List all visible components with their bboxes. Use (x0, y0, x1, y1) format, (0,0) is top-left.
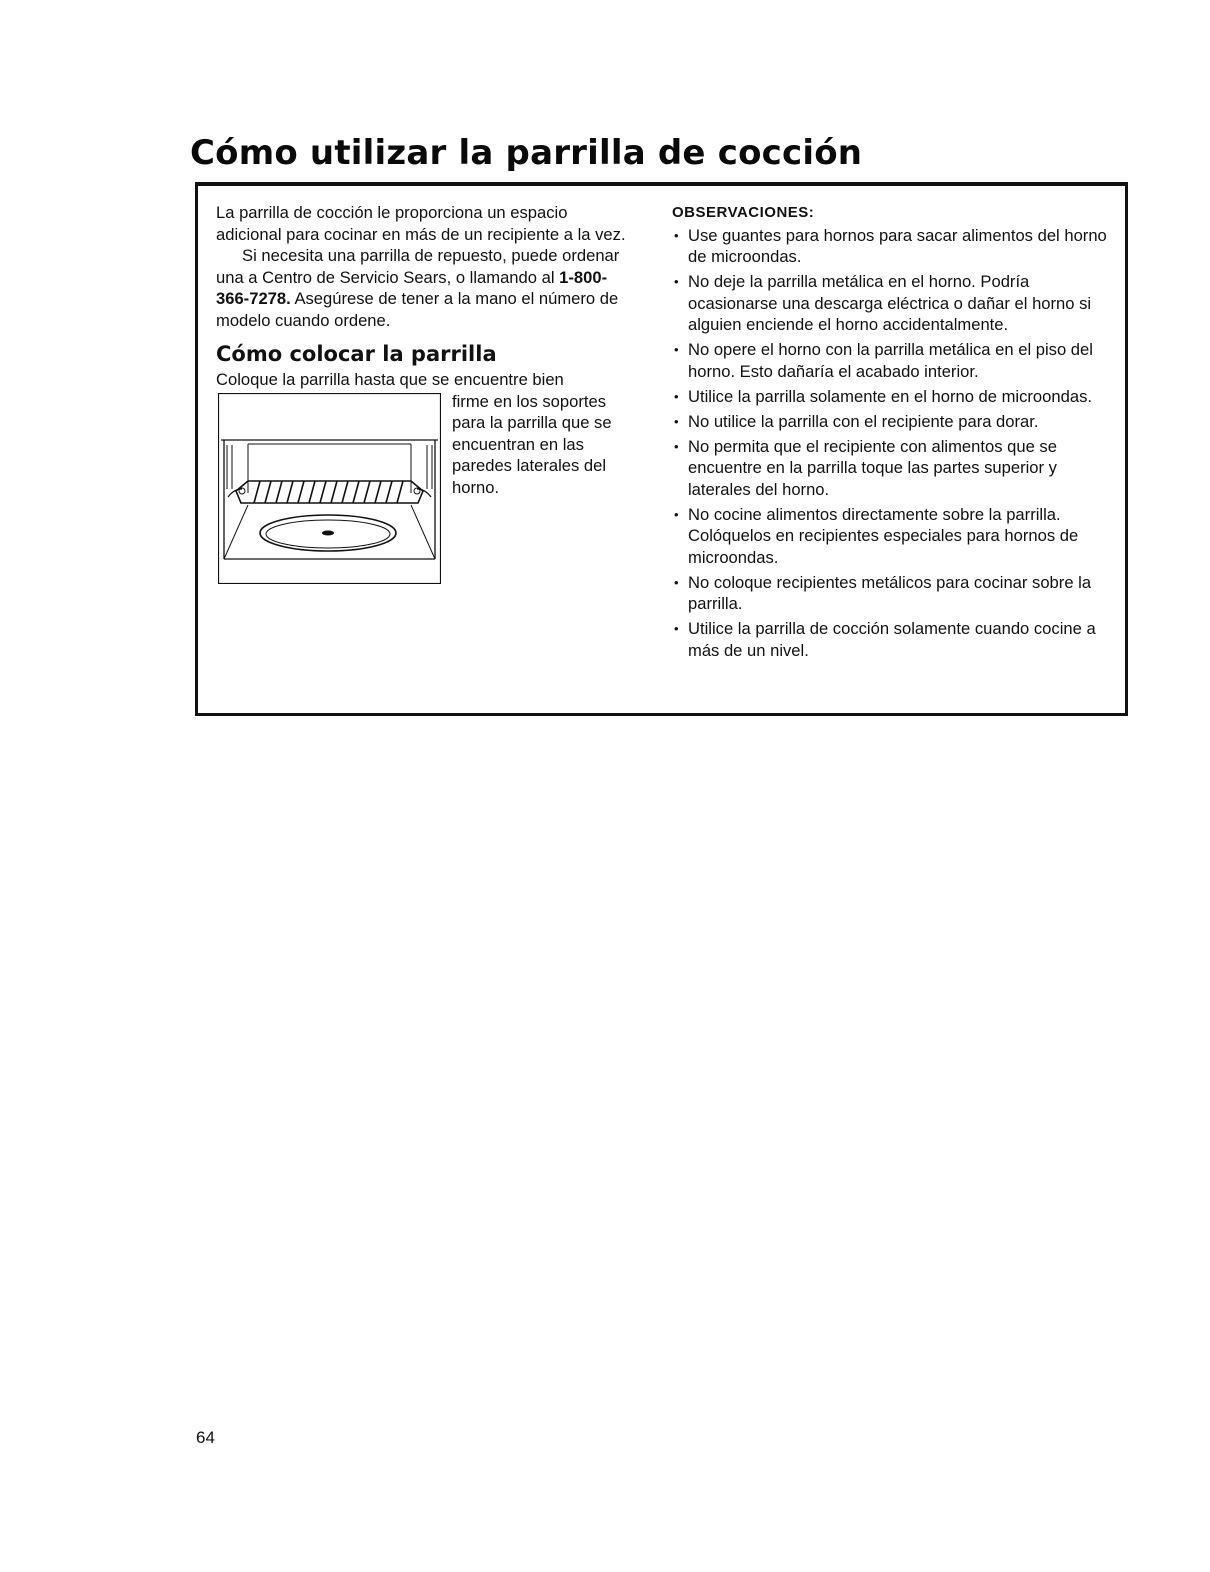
bullet-icon: • (674, 574, 679, 590)
observations-list (672, 225, 1112, 662)
observation-text: No permita que el recipiente con alimentos que se encuentre en la parrilla toque las partes superior y laterales del horno. (688, 436, 1057, 499)
bullet-icon: • (674, 388, 679, 404)
rack-placement-text-rest: firme en los soportes para la parrilla que se encuentran en las paredes laterales del horno. (452, 391, 612, 497)
rack-figure-area (216, 391, 634, 587)
list-item (672, 504, 1112, 569)
bullet-icon: • (674, 621, 679, 636)
bullet-icon: • (674, 227, 679, 243)
page-number: 64 (196, 1428, 215, 1447)
oven-rack-illustration (218, 393, 441, 584)
intro-paragraph: La parrilla de cocción le proporciona un espacio adicional para cocinar en más de un recipiente a la vez. (216, 203, 626, 244)
rack-placement-text-first: Coloque la parrilla hasta que se encuentre bien (216, 370, 564, 389)
list-item (672, 225, 1112, 268)
left-column (216, 202, 634, 587)
content-box (195, 182, 1128, 716)
bullet-icon: • (674, 413, 679, 429)
observations-column (672, 202, 1112, 665)
page-title: Cómo utilizar la parrilla de cocción (190, 133, 863, 173)
bullet-icon: • (674, 506, 679, 522)
observation-text: No cocine alimentos directamente sobre la parrilla. Colóquelos en recipientes especiales para hornos de microondas. (688, 504, 1079, 567)
observations-heading: OBSERVACIONES: (672, 204, 815, 221)
rack-placement-heading: Cómo colocar la parrilla (216, 342, 497, 366)
observation-text: No utilice la parrilla con el recipiente para dorar. (688, 411, 1039, 431)
list-item (672, 618, 1112, 661)
bullet-icon: • (674, 342, 679, 357)
observation-text: Use guantes para hornos para sacar alimentos del horno de microondas. (688, 225, 1107, 266)
observation-text: No opere el horno con la parrilla metálica en el piso del horno. Esto dañaría el acabado interior. (688, 340, 1093, 381)
bullet-icon: • (674, 274, 679, 289)
observation-text: Utilice la parrilla de cocción solamente cuando cocine a más de un nivel. (688, 619, 1096, 660)
replacement-text-after: Asegúrese de tener a la mano el número de modelo cuando ordene. (216, 289, 619, 330)
list-item (672, 411, 1112, 433)
phone-number: 1-800-366-7278. (216, 267, 608, 308)
observation-text: Utilice la parrilla solamente en el horno de microondas. (688, 386, 1092, 406)
observation-text: No deje la parrilla metálica en el horno. Podría ocasionarse una descarga eléctrica o dañar el horno si alguien enciende el horno accidentalmente. (688, 272, 1092, 334)
replacement-text-before: Si necesita una parrilla de repuesto, puede ordenar una a Centro de Servicio Sears, o llamando al (216, 246, 620, 287)
list-item (672, 339, 1112, 382)
replacement-paragraph (216, 245, 634, 331)
list-item (672, 386, 1112, 408)
list-item (672, 271, 1112, 336)
list-item (672, 436, 1112, 501)
observation-text: No coloque recipientes metálicos para cocinar sobre la parrilla. (688, 572, 1092, 613)
list-item (672, 572, 1112, 615)
bullet-icon: • (674, 438, 679, 454)
